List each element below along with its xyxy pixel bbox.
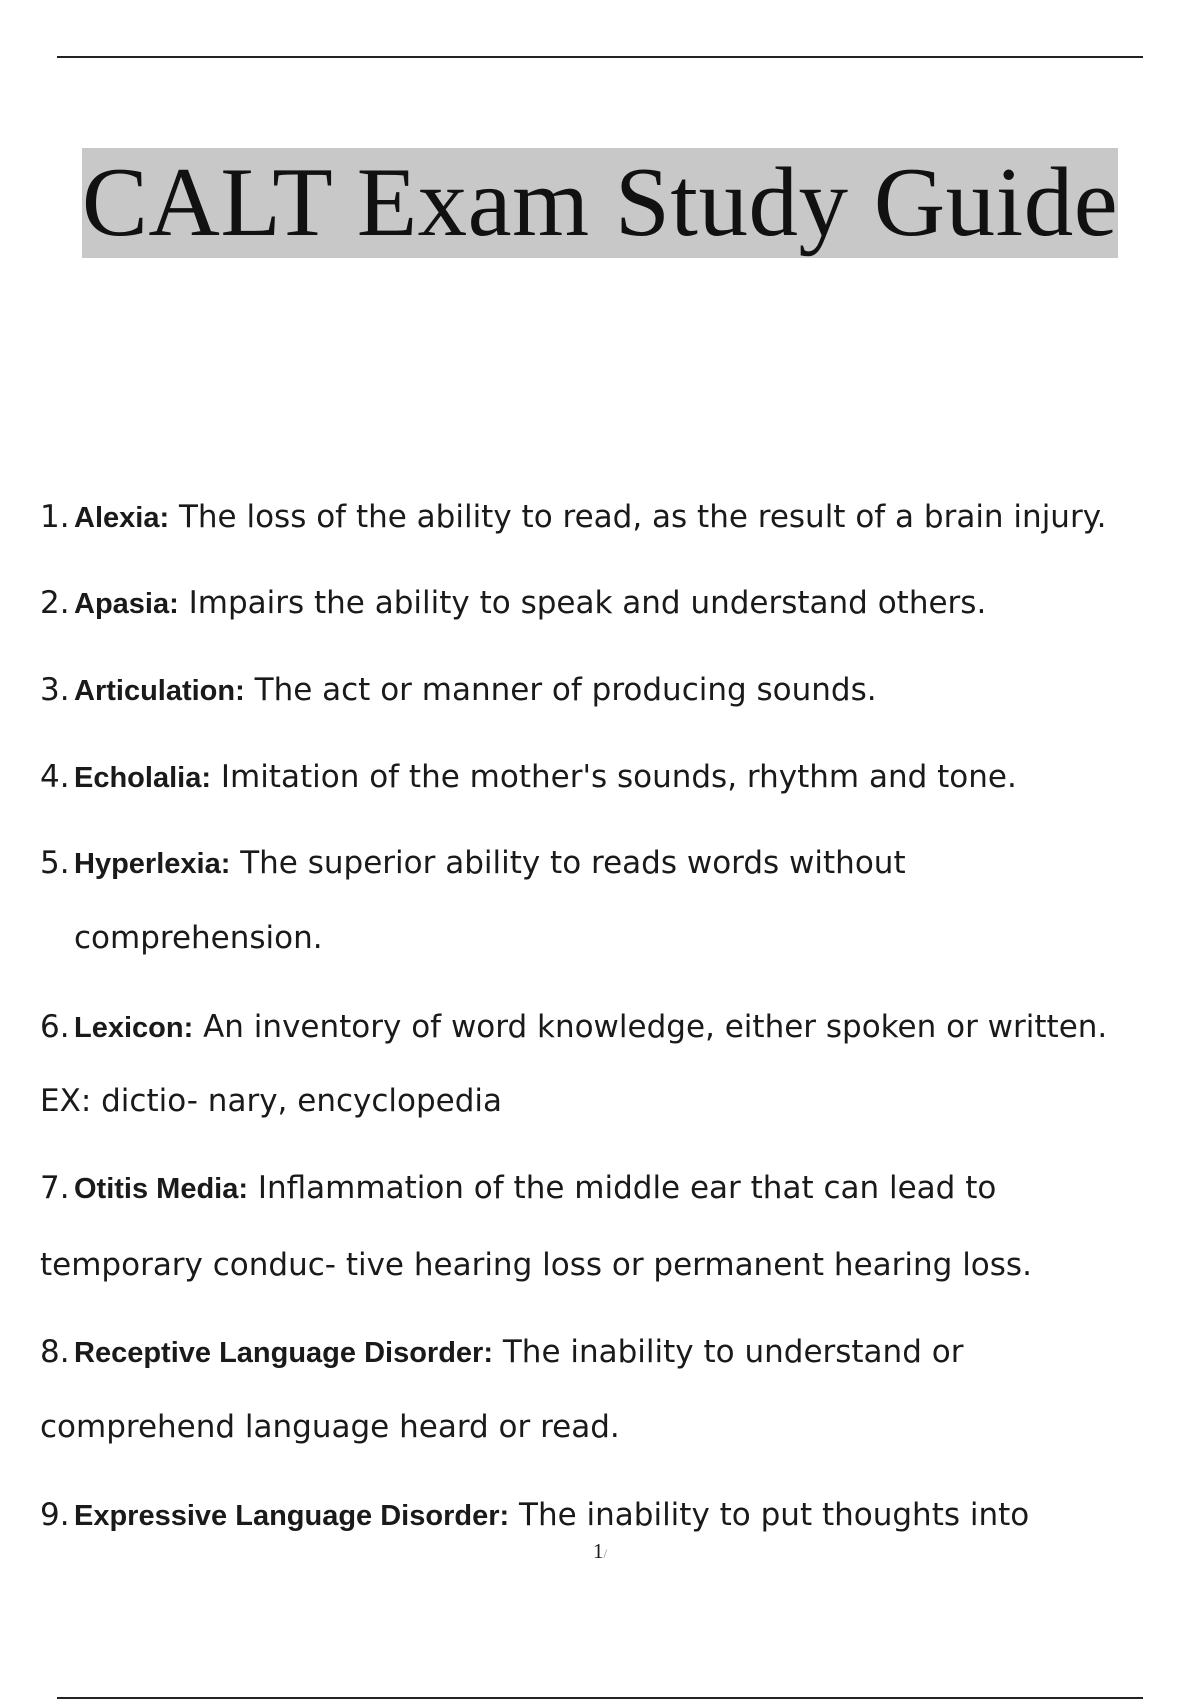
item-continuation: EX: dictio- nary, encyclopedia [40, 1083, 503, 1119]
item-number: 4. [40, 759, 70, 795]
item-term: Alexia: [74, 502, 170, 534]
item-continuation: temporary conduc- tive hearing loss or permanent hearing loss. [40, 1247, 1032, 1283]
list-item [40, 583, 986, 624]
item-definition: The inability to understand or [493, 1334, 964, 1370]
item-number: 7. [40, 1170, 70, 1206]
document-title: CALT Exam Study Guide [81, 148, 1119, 257]
item-definition: Imitation of the mother's sounds, rhythm and tone. [211, 759, 1017, 795]
item-number: 5. [40, 845, 70, 881]
list-item [40, 497, 1106, 538]
top-rule [57, 56, 1143, 58]
item-definition: Impairs the ability to speak and understand others. [178, 585, 987, 621]
item-continuation: comprehension. [74, 920, 323, 956]
page-number-value: 1 [592, 1539, 604, 1563]
list-item [40, 757, 1017, 798]
item-definition: An inventory of word knowledge, either spoken or written. [193, 1009, 1108, 1045]
item-definition: Inflammation of the middle ear that can lead to [248, 1170, 997, 1206]
item-term: Lexicon: [74, 1012, 194, 1044]
item-number: 2. [40, 585, 70, 621]
bottom-rule [57, 1697, 1143, 1699]
list-item [40, 1007, 1107, 1048]
item-term: Receptive Language Disorder: [74, 1337, 493, 1369]
item-definition: The loss of the ability to read, as the result of a brain injury. [169, 499, 1107, 535]
item-definition: The superior ability to reads words without [230, 845, 906, 881]
list-item [40, 670, 877, 711]
item-term: Apasia: [74, 588, 179, 620]
list-item [40, 1168, 996, 1209]
item-definition: The act or manner of producing sounds. [244, 672, 877, 708]
item-term: Otitis Media: [74, 1173, 249, 1205]
item-number: 6. [40, 1009, 70, 1045]
item-continuation: comprehend language heard or read. [40, 1409, 620, 1445]
item-definition: The inability to put thoughts into [509, 1497, 1030, 1533]
page-number [0, 1539, 1200, 1564]
item-number: 9. [40, 1497, 70, 1533]
item-term: Expressive Language Disorder: [74, 1500, 510, 1532]
item-term: Hyperlexia: [74, 848, 231, 880]
item-term: Articulation: [74, 675, 245, 707]
item-number: 1. [40, 499, 70, 535]
page-number-suffix: / [603, 1546, 608, 1561]
item-number: 3. [40, 672, 70, 708]
item-number: 8. [40, 1334, 70, 1370]
item-term: Echolalia: [74, 762, 211, 794]
list-item [40, 1332, 963, 1373]
list-item [40, 843, 906, 884]
list-item [40, 1495, 1029, 1536]
title-container [0, 148, 1200, 258]
